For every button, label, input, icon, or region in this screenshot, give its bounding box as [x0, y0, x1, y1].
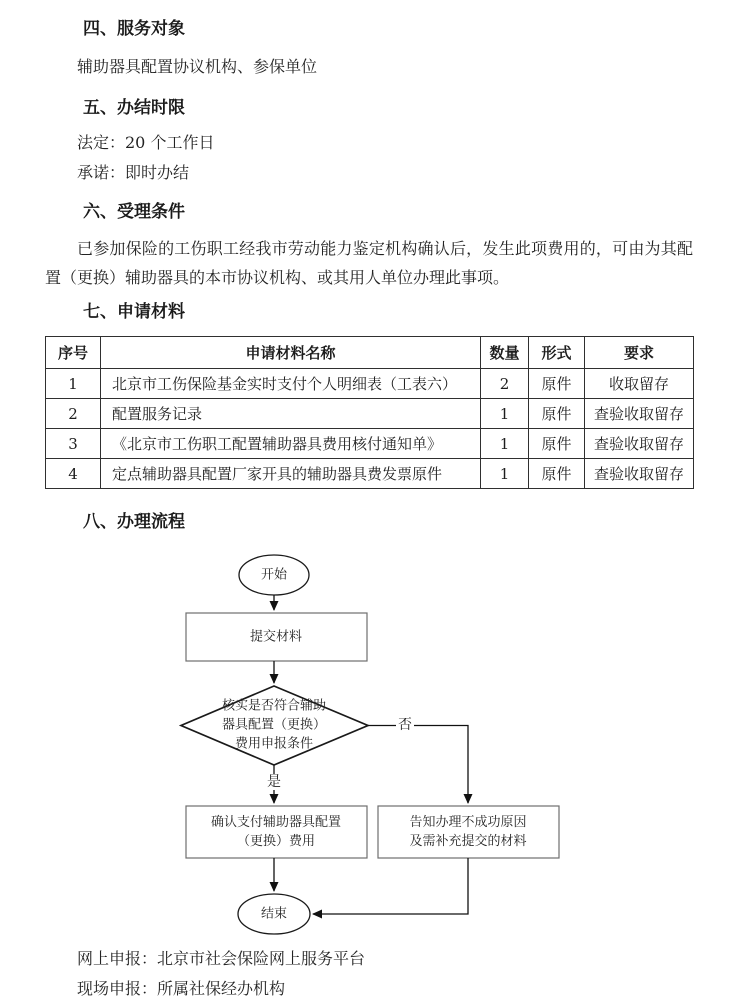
yes-edge-label: 是 — [267, 774, 281, 790]
decision-label: 核实是否符合辅助 器具配置（更换） 费用申报条件 — [221, 698, 327, 752]
cell-quantity: 2 — [481, 369, 529, 399]
process-flowchart — [0, 543, 738, 943]
no-edge-label: 否 — [398, 717, 412, 733]
cell-requirement: 收取留存 — [585, 369, 694, 399]
table-row — [46, 459, 694, 489]
header-cell-material-name: 申请材料名称 — [101, 337, 481, 369]
approve-label: 确认支付辅助器具配置 （更换）费用 — [210, 815, 342, 849]
table-row — [46, 429, 694, 459]
service-target-text: 辅助器具配置协议机构、参保单位 — [77, 57, 318, 76]
cell-form: 原件 — [529, 459, 585, 489]
end-label: 结束 — [260, 906, 288, 922]
cell-form: 原件 — [529, 399, 585, 429]
submit-label: 提交材料 — [249, 629, 303, 645]
cell-quantity: 1 — [481, 399, 529, 429]
start-label: 开始 — [260, 567, 288, 583]
cell-form: 原件 — [529, 429, 585, 459]
section-title-service-target: 四、服务对象 — [83, 19, 185, 38]
cell-requirement: 查验收取留存 — [585, 459, 694, 489]
cell-index: 1 — [46, 369, 101, 399]
cell-index: 3 — [46, 429, 101, 459]
cell-material-name: 北京市工伤保险基金实时支付个人明细表（工表六） — [101, 369, 481, 399]
header-cell-form: 形式 — [529, 337, 585, 369]
footer-onsite-declaration: 现场申报：所属社保经办机构 — [77, 979, 286, 998]
cell-material-name: 《北京市工伤职工配置辅助器具费用核付通知单》 — [101, 429, 481, 459]
cell-index: 4 — [46, 459, 101, 489]
time-limit-promised: 承诺：即时办结 — [77, 163, 190, 182]
section-title-process: 八、办理流程 — [83, 512, 185, 531]
cell-material-name: 定点辅助器具配置厂家开具的辅助器具费发票原件 — [101, 459, 481, 489]
table-row — [46, 399, 694, 429]
section-title-application-materials: 七、申请材料 — [83, 302, 185, 321]
acceptance-conditions-text: 已参加保险的工伤职工经我市劳动能力鉴定机构确认后，发生此项费用的，可由为其配置（更换）辅助器具的本市协议机构、或其用人单位办理此事项。 — [45, 239, 693, 287]
flowchart-canvas — [0, 543, 738, 943]
table-header-row — [46, 337, 694, 369]
cell-quantity: 1 — [481, 429, 529, 459]
flow-arrow-notify-to-end — [313, 858, 468, 914]
cell-quantity: 1 — [481, 459, 529, 489]
cell-index: 2 — [46, 399, 101, 429]
flow-arrow-no — [368, 726, 468, 804]
application-materials-table — [45, 336, 694, 489]
cell-requirement: 查验收取留存 — [585, 429, 694, 459]
section-title-time-limit: 五、办结时限 — [83, 98, 185, 117]
table-row — [46, 369, 694, 399]
header-cell-index: 序号 — [46, 337, 101, 369]
cell-material-name: 配置服务记录 — [101, 399, 481, 429]
notify-label: 告知办理不成功原因 及需补充提交的材料 — [409, 815, 527, 849]
footer-online-declaration: 网上申报：北京市社会保险网上服务平台 — [77, 949, 366, 968]
time-limit-statutory: 法定：20 个工作日 — [77, 133, 215, 152]
header-cell-quantity: 数量 — [481, 337, 529, 369]
section-title-acceptance-conditions: 六、受理条件 — [83, 202, 185, 221]
cell-requirement: 查验收取留存 — [585, 399, 694, 429]
cell-form: 原件 — [529, 369, 585, 399]
header-cell-requirement: 要求 — [585, 337, 694, 369]
